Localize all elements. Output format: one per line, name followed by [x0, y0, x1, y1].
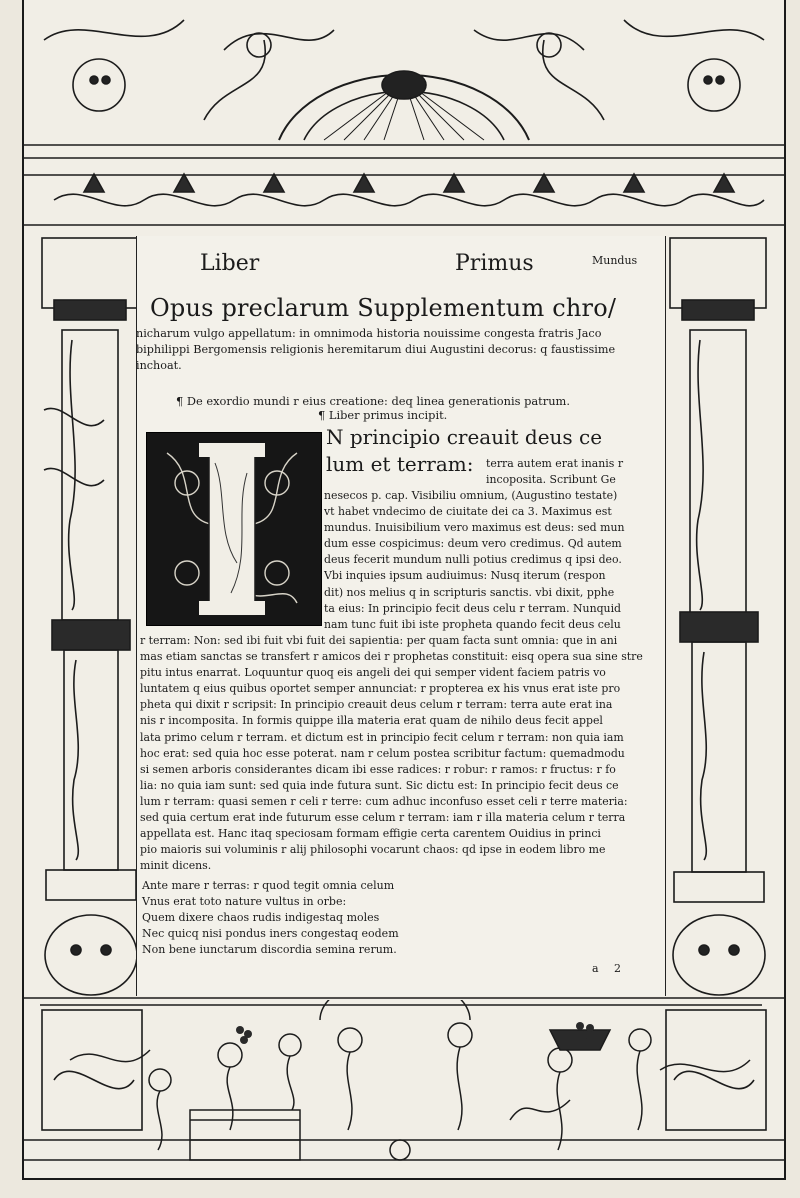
signature-mark: a 2	[592, 962, 628, 975]
text-line: lia: no quia iam sunt: sed quia inde futura sunt. Sic dictu est: In principio fecit deus ce	[140, 778, 619, 792]
running-head-liber: Liber	[200, 251, 260, 276]
text-line: dit) nos melius q in scripturis sanctis. vbi dixit, pphe	[324, 585, 615, 599]
text-line: dum esse cospicimus: deum vero credimus. Qd autem	[324, 537, 622, 551]
title-subtitle	[136, 326, 656, 374]
running-head-primus: Primus	[455, 251, 534, 276]
text-line: lata primo celum r terram. et dictum est in principio fecit celum r terram: non quia iam	[140, 730, 624, 744]
text-line: ta eius: In principio fecit deus celu r terram. Nunquid	[324, 601, 622, 615]
text-line: deus fecerit mundum nulli potius credimus q ipsi deo.	[324, 553, 622, 567]
incipit-line: N principio creauit deus ce	[326, 425, 603, 449]
text-line: mundus. Inuisibilium vero maximus est deus: sed mun	[324, 521, 625, 535]
text-line: nam tunc fuit ibi iste propheta quando fecit deus celu	[324, 617, 621, 631]
rubric-chapter: ¶ De exordio mundi r eius creatione: deq linea generationis patrum.	[176, 394, 570, 408]
floral-initial-i	[147, 433, 321, 625]
column-beside-initial	[324, 488, 624, 633]
text-line: si semen arboris considerantes dicam ibi esse radices: r robur: r ramos: r fructus: r fo	[140, 762, 616, 776]
rubric-incipit: ¶ Liber primus incipit.	[318, 408, 448, 422]
verse-line: Non bene iunctarum discordia semina rerum.	[142, 943, 397, 956]
putti-vintage-scene	[40, 1000, 762, 1170]
text-line: nis r incomposita. In formis quippe illa materia erat quam de nihilo deus fecit appel	[140, 714, 603, 728]
verse-line: Vnus erat toto nature vultus in orbe:	[142, 895, 347, 908]
pilcrow-icon: ¶	[318, 408, 329, 422]
text-line: r terram: Non: sed ibi fuit vbi fuit dei sapientia: per quam facta sunt omnia: que in ani	[140, 634, 618, 647]
text-line: sed quia certum erat inde futurum esse celum r terram: iam r illa materia celum r terra	[140, 811, 626, 825]
main-text	[140, 633, 643, 874]
ovid-verse	[142, 878, 399, 958]
text-line: hoc erat: sed quia hoc esse poterat. nam r celum postea scribitur factum: quemadmodu	[140, 746, 625, 760]
text-line: luntatem q eius quibus oportet semper annunciat: r propterea ex his vnus erat iste pro	[140, 682, 621, 696]
subtitle-line: inchoat.	[136, 359, 182, 372]
book-title: Opus preclarum Supplementum chro/	[150, 294, 617, 322]
side-note-mundus: Mundus	[592, 254, 638, 267]
text-line: pheta qui dixit r scripsit: In principio creauit deus celum r terram: terra aute erat ina	[140, 698, 613, 712]
verse-line: Ante mare r terras: r quod tegit omnia celum	[142, 879, 395, 892]
verse-line: Nec quicq nisi pondus iners congestaq eodem	[142, 927, 399, 940]
text-line: appellata est. Hanc itaq speciosam formam effigie certa carentem Ouidius in princi	[140, 827, 601, 841]
subtitle-line: nicharum vulgo appellatum: in omnimoda historia nouissime congesta fratris Jaco	[136, 327, 602, 340]
text-line: pitu intus enarrat. Loquuntur quoq eis angeli dei qui semper vident faciem patris vo	[140, 666, 606, 680]
incipit-small: terra autem erat inanis r incoposita. Scribunt Ge	[486, 457, 624, 487]
pilcrow-icon: ¶	[176, 394, 187, 408]
text-line: mas etiam sanctas se transfert r amicos dei r prophetas constituit: eisq opera sua sine stre	[140, 650, 643, 664]
text-line: Vbi inquies ipsum audiuimus: Nusq iterum (respon	[324, 569, 606, 583]
verse-line: Quem dixere chaos rudis indigestaq moles	[142, 911, 380, 924]
text-line: minit dicens.	[140, 859, 212, 873]
incipit-line: lum et terram:	[326, 452, 474, 476]
text-line: lum r terram: quasi semen r celi r terre: cum adhuc inconfuso esset celi r terre materia:	[140, 794, 628, 808]
subtitle-line: biphilippi Bergomensis religionis heremitarum diui Augustini decorus: q faustissime	[136, 343, 616, 356]
text-line: vt habet vndecimo de ciuitate dei ca 3. Maximus est	[324, 505, 612, 519]
text-line: pio maioris sui voluminis r alij philosophi vocarunt chaos: qd ipse in eodem libro me	[140, 843, 606, 857]
text-line: nesecos p. cap. Visibiliu omnium, (Augustino testate)	[324, 489, 618, 502]
decorated-initial	[146, 432, 322, 626]
